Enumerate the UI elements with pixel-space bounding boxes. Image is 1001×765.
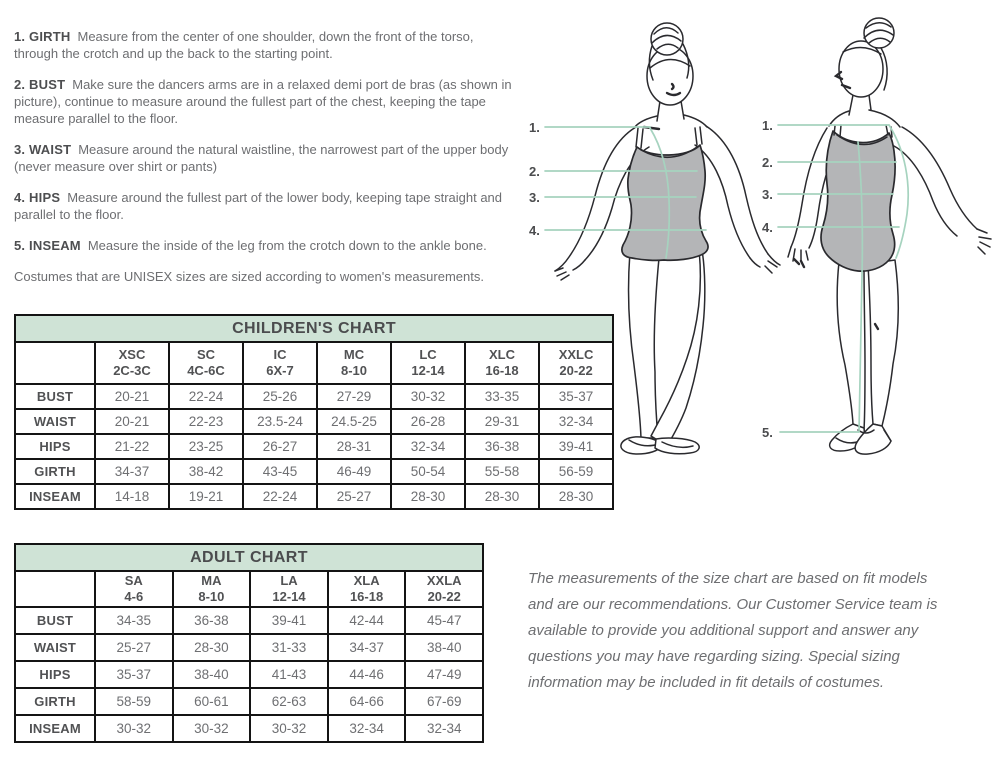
size-code: MC <box>343 347 365 362</box>
measurement-value: 14-18 <box>95 484 169 509</box>
measurement-value: 58-59 <box>95 688 173 715</box>
measurement-row <box>15 384 613 409</box>
back-callout-1: 1. <box>762 118 773 133</box>
measurement-value: 64-66 <box>328 688 406 715</box>
instruction-item <box>14 141 517 175</box>
size-column-header <box>250 571 328 607</box>
measurement-row <box>15 459 613 484</box>
size-column-header <box>405 571 483 607</box>
instruction-text: Measure around the fullest part of the lower body, keeping tape straight and parallel to the floor. <box>14 190 503 222</box>
adult-size-chart <box>14 543 484 743</box>
measurement-value: 28-30 <box>465 484 539 509</box>
measurement-value: 20-21 <box>95 409 169 434</box>
measurement-value: 67-69 <box>405 688 483 715</box>
size-header-row <box>15 342 613 384</box>
measurement-value: 25-26 <box>243 384 317 409</box>
size-column-header <box>169 342 243 384</box>
measurement-value: 34-37 <box>95 459 169 484</box>
measurement-value: 23-25 <box>169 434 243 459</box>
measurement-value: 42-44 <box>328 607 406 634</box>
instruction-item <box>14 237 517 254</box>
measurement-value: 50-54 <box>391 459 465 484</box>
size-code: XLC <box>489 347 515 362</box>
measurement-row <box>15 409 613 434</box>
measurement-value: 30-32 <box>250 715 328 742</box>
instruction-text: Make sure the dancers arms are in a relaxed demi port de bras (as shown in picture), continue to measure around the fullest part of the chest, keeping the tape measure parallel to the floor. <box>14 77 512 126</box>
measurement-value: 21-22 <box>95 434 169 459</box>
size-code: XLA <box>353 573 380 588</box>
corner-cell <box>15 571 95 607</box>
measurement-value: 39-41 <box>539 434 613 459</box>
measurement-value: 22-23 <box>169 409 243 434</box>
chart-title: ADULT CHART <box>15 544 483 571</box>
size-range: 6X-7 <box>266 363 294 378</box>
measurement-row <box>15 484 613 509</box>
childrens-size-chart <box>14 314 614 510</box>
measurement-value: 46-49 <box>317 459 391 484</box>
measurement-value: 29-31 <box>465 409 539 434</box>
measurement-value: 44-46 <box>328 661 406 688</box>
measurement-value: 23.5-24 <box>243 409 317 434</box>
measurement-row <box>15 434 613 459</box>
size-range: 16-18 <box>485 363 519 378</box>
back-callout-2: 2. <box>762 155 773 170</box>
size-code: MA <box>201 573 222 588</box>
size-range: 4C-6C <box>187 363 225 378</box>
measurement-value: 35-37 <box>95 661 173 688</box>
size-column-header <box>243 342 317 384</box>
size-range: 12-14 <box>411 363 445 378</box>
size-code: XXLA <box>426 573 462 588</box>
measurement-value: 31-33 <box>250 634 328 661</box>
instruction-item <box>14 76 517 127</box>
measurement-label: HIPS <box>15 661 95 688</box>
size-column-header <box>95 571 173 607</box>
measurement-value: 22-24 <box>169 384 243 409</box>
measurement-instructions <box>14 28 517 299</box>
measurement-value: 41-43 <box>250 661 328 688</box>
measurement-value: 22-24 <box>243 484 317 509</box>
measurement-value: 24.5-25 <box>317 409 391 434</box>
size-column-header <box>465 342 539 384</box>
measurement-value: 38-40 <box>405 634 483 661</box>
measurement-row <box>15 607 483 634</box>
measurement-row <box>15 634 483 661</box>
size-code: SC <box>196 347 216 362</box>
size-header-row <box>15 571 483 607</box>
measurement-label: GIRTH <box>15 688 95 715</box>
instruction-text: Measure the inside of the leg from the crotch down to the ankle bone. <box>87 238 487 253</box>
measurement-value: 45-47 <box>405 607 483 634</box>
measurement-row <box>15 688 483 715</box>
measurement-label: BUST <box>15 384 95 409</box>
measurement-value: 28-30 <box>539 484 613 509</box>
measurement-value: 34-35 <box>95 607 173 634</box>
instruction-item <box>14 28 517 62</box>
size-code: LA <box>280 573 298 588</box>
measurement-value: 28-31 <box>317 434 391 459</box>
measurement-value: 34-37 <box>328 634 406 661</box>
instruction-item <box>14 189 517 223</box>
front-callout-4: 4. <box>529 223 540 238</box>
measurement-label: WAIST <box>15 409 95 434</box>
instruction-term: 4. HIPS <box>14 190 61 205</box>
size-range: 8-10 <box>340 363 368 378</box>
instruction-term: 5. INSEAM <box>14 238 81 253</box>
measurement-value: 32-34 <box>328 715 406 742</box>
measurement-value: 26-28 <box>391 409 465 434</box>
size-range: 2C-3C <box>113 363 151 378</box>
size-range: 8-10 <box>198 589 225 604</box>
chart-title-row <box>15 544 483 571</box>
measurement-value: 25-27 <box>95 634 173 661</box>
chart-title: CHILDREN'S CHART <box>15 315 613 342</box>
measurement-value: 62-63 <box>250 688 328 715</box>
measurement-value: 38-42 <box>169 459 243 484</box>
measurement-row <box>15 715 483 742</box>
size-code: XSC <box>118 347 146 362</box>
size-code: SA <box>124 573 143 588</box>
back-callout-3: 3. <box>762 187 773 202</box>
size-column-header <box>391 342 465 384</box>
size-chart-table <box>14 543 484 743</box>
measurement-label: BUST <box>15 607 95 634</box>
measurement-value: 55-58 <box>465 459 539 484</box>
instruction-term: 2. BUST <box>14 77 66 92</box>
back-view-dancer <box>788 18 991 454</box>
measurement-value: 25-27 <box>317 484 391 509</box>
instruction-term: 1. GIRTH <box>14 29 71 44</box>
front-callout-2: 2. <box>529 164 540 179</box>
measurement-value: 33-35 <box>465 384 539 409</box>
size-code: XXLC <box>558 347 594 362</box>
size-range: 20-22 <box>559 363 593 378</box>
sizing-note: The measurements of the size chart are based on fit models and are our recommendations. Our Customer Service team is available to provide you additional support and answer any questions you may have regarding sizing. Special sizing information may be included in fit details of costumes. <box>528 570 938 691</box>
measurement-value: 28-30 <box>391 484 465 509</box>
measurement-value: 30-32 <box>95 715 173 742</box>
size-column-header <box>328 571 406 607</box>
measurement-label: INSEAM <box>15 484 95 509</box>
size-range: 4-6 <box>124 589 144 604</box>
size-range: 12-14 <box>272 589 306 604</box>
measurement-label: WAIST <box>15 634 95 661</box>
unisex-note: Costumes that are UNISEX sizes are sized according to women's measurements. <box>14 269 484 284</box>
instruction-text: Measure from the center of one shoulder, down the front of the torso, through the crotch and up the back to the starting point. <box>14 29 474 61</box>
measurement-value: 32-34 <box>405 715 483 742</box>
chart-title-row <box>15 315 613 342</box>
measurement-value: 43-45 <box>243 459 317 484</box>
measurement-value: 47-49 <box>405 661 483 688</box>
measurement-value: 56-59 <box>539 459 613 484</box>
measurement-value: 32-34 <box>391 434 465 459</box>
measurement-value: 20-21 <box>95 384 169 409</box>
measurement-value: 36-38 <box>465 434 539 459</box>
size-chart-table <box>14 314 614 510</box>
size-code: LC <box>419 347 437 362</box>
size-column-header <box>95 342 169 384</box>
measurement-value: 60-61 <box>173 688 251 715</box>
size-range: 16-18 <box>349 589 384 604</box>
measurement-label: GIRTH <box>15 459 95 484</box>
front-callout-1: 1. <box>529 120 540 135</box>
measurement-value: 38-40 <box>173 661 251 688</box>
measurement-value: 35-37 <box>539 384 613 409</box>
measurement-value: 26-27 <box>243 434 317 459</box>
corner-cell <box>15 342 95 384</box>
measurement-value: 32-34 <box>539 409 613 434</box>
measurement-value: 19-21 <box>169 484 243 509</box>
front-callout-3: 3. <box>529 190 540 205</box>
back-callout-5: 5. <box>762 425 773 440</box>
measurement-value: 28-30 <box>173 634 251 661</box>
measurement-value: 30-32 <box>391 384 465 409</box>
measurement-value: 39-41 <box>250 607 328 634</box>
measurement-value: 30-32 <box>173 715 251 742</box>
size-range: 20-22 <box>427 589 461 604</box>
size-column-header <box>173 571 251 607</box>
size-code: IC <box>273 347 287 362</box>
size-column-header <box>317 342 391 384</box>
instruction-text: Measure around the natural waistline, the narrowest part of the upper body (never measure over shirt or pants) <box>14 142 509 174</box>
measurement-value: 36-38 <box>173 607 251 634</box>
measurement-row <box>15 661 483 688</box>
measurement-value: 27-29 <box>317 384 391 409</box>
size-column-header <box>539 342 613 384</box>
measurement-label: INSEAM <box>15 715 95 742</box>
instruction-term: 3. WAIST <box>14 142 72 157</box>
measurement-label: HIPS <box>15 434 95 459</box>
back-callout-4: 4. <box>762 220 773 235</box>
